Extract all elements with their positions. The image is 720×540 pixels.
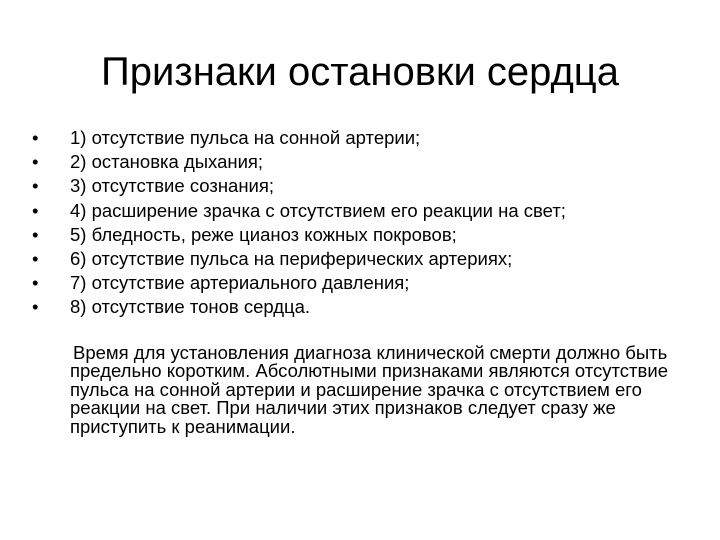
list-item <box>32 223 692 247</box>
slide-title: Признаки остановки сердца <box>101 50 619 94</box>
list-item-text: 5) бледность, реже цианоз кожных покровов; <box>70 223 457 245</box>
list-item <box>32 126 692 150</box>
symptom-list <box>32 126 692 320</box>
list-item-text: 4) расширение зрачка с отсутствием его реакции на свет; <box>70 199 566 221</box>
list-item-text: 1) отсутствие пульса на сонной артерии; <box>70 127 421 148</box>
bullet-icon: • <box>32 223 39 245</box>
diagnosis-note: Время для установления диагноза клинической смерти должно быть предельно коротким. Абсолютными признаками являются отсутствие пульса на сонной артерии и расширение зрачка с отсутствием его реакции на свет. При наличии этих признаков следует сразу же приступить к реанимации. <box>70 342 668 437</box>
list-item-text: 8) отсутствие тонов сердца. <box>70 296 311 318</box>
bullet-icon: • <box>32 127 39 148</box>
list-item-text: 6) отсутствие пульса на периферических артериях; <box>70 248 513 270</box>
list-item <box>32 199 692 223</box>
bullet-icon: • <box>32 151 39 173</box>
list-item-text: 3) отсутствие сознания; <box>70 175 275 197</box>
list-item-text: 2) остановка дыхания; <box>70 151 264 173</box>
bullet-icon: • <box>32 175 39 197</box>
list-item <box>32 150 692 174</box>
list-item <box>32 247 692 271</box>
list-item-text: 7) отсутствие артериального давления; <box>70 272 410 294</box>
list-item <box>32 174 692 198</box>
list-item <box>32 271 692 295</box>
list-item <box>32 295 692 319</box>
bullet-icon: • <box>32 296 39 318</box>
bullet-icon: • <box>32 199 39 221</box>
bullet-icon: • <box>32 272 39 294</box>
bullet-icon: • <box>32 248 39 270</box>
